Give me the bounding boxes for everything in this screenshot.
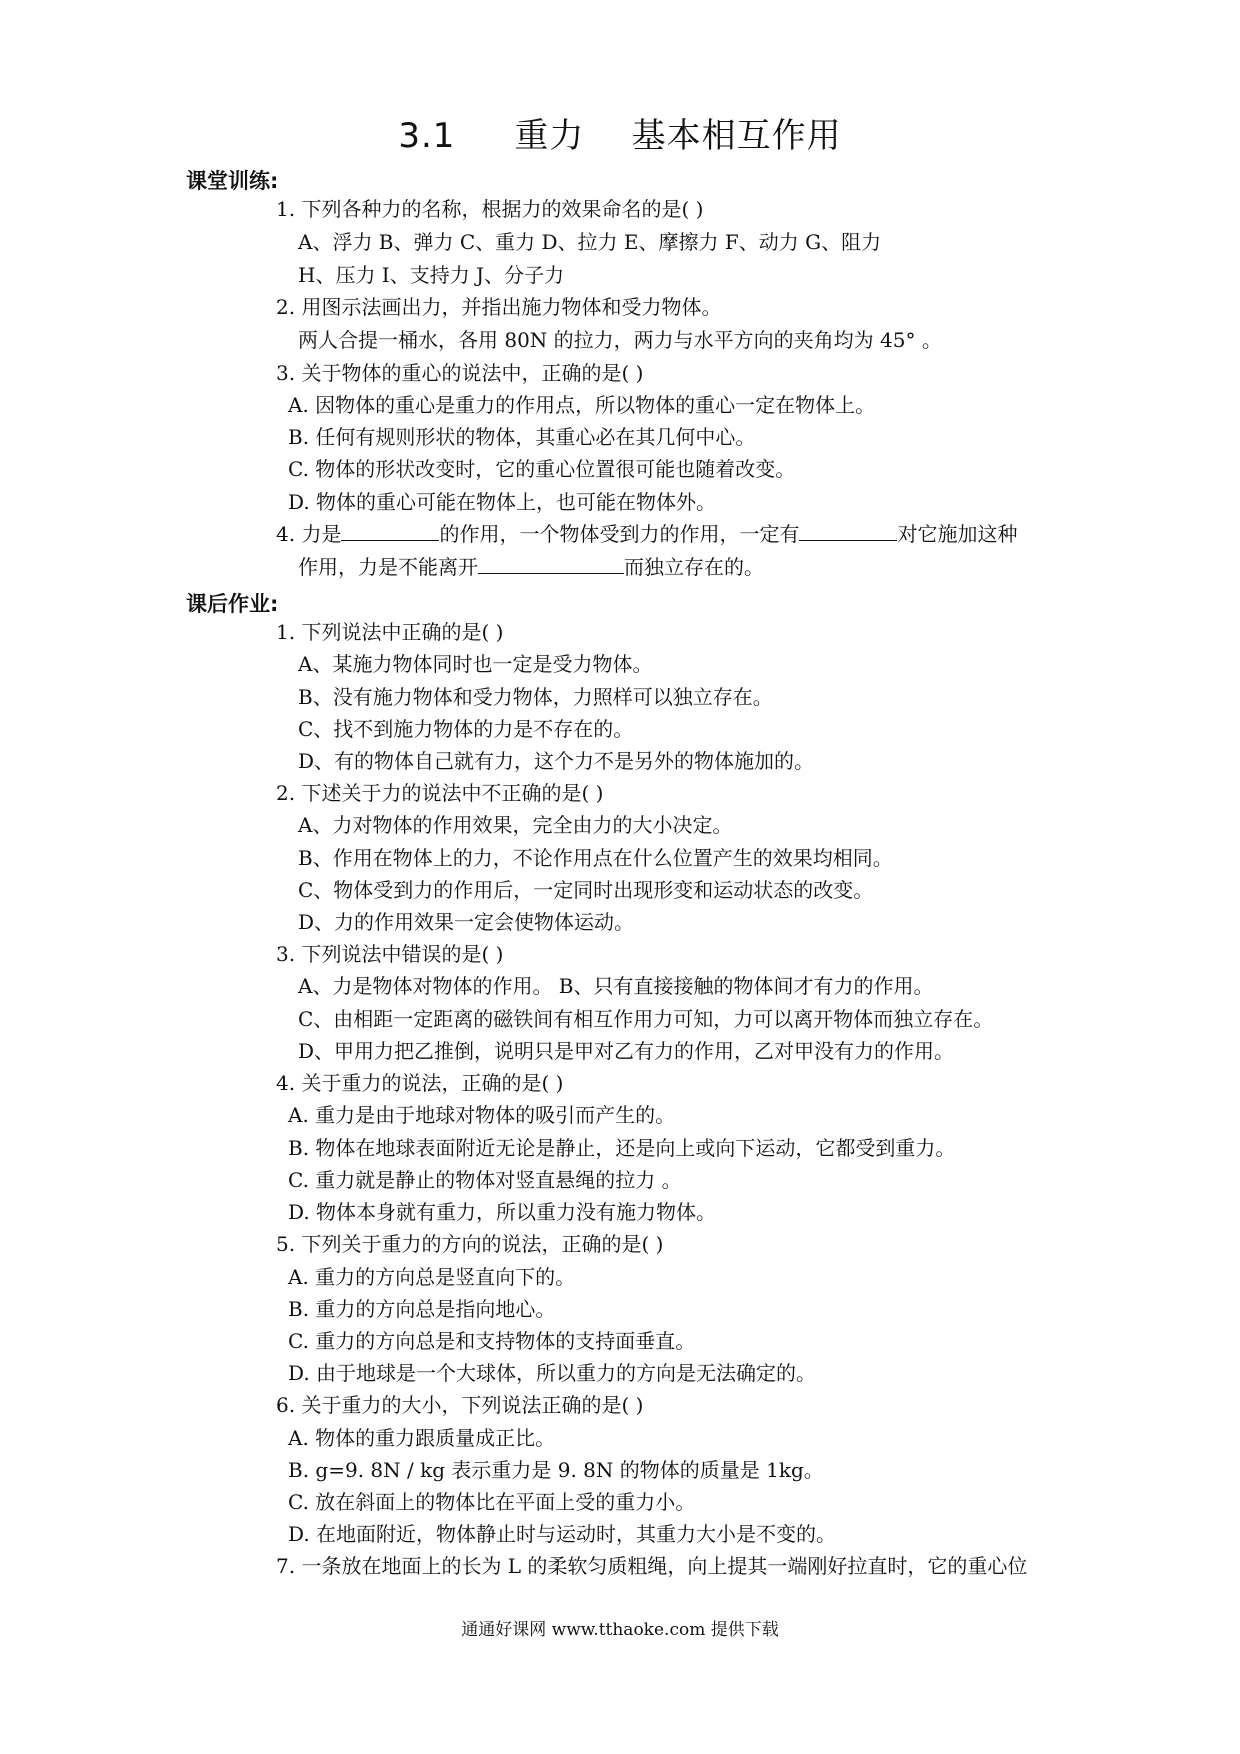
homework-q5-option-b: B. 重力的方向总是指向地心。 <box>288 1297 556 1321</box>
homework-q4-stem: 4. 关于重力的说法，正确的是( ) <box>276 1071 564 1095</box>
homework-q7-stem: 7. 一条放在地面上的长为 L 的柔软匀质粗绳，向上提其一端刚好拉直时，它的重心位 <box>276 1554 1028 1578</box>
homework-q5-option-c: C. 重力的方向总是和支持物体的支持面垂直。 <box>288 1329 696 1353</box>
fill-blank-3[interactable] <box>478 555 624 574</box>
classroom-q3-option-d: D. 物体的重心可能在物体上，也可能在物体外。 <box>288 490 717 514</box>
homework-q2-stem: 2. 下述关于力的说法中不正确的是( ) <box>276 781 604 805</box>
homework-q6-stem: 6. 关于重力的大小，下列说法正确的是( ) <box>276 1393 644 1417</box>
homework-q4-option-b: B. 物体在地球表面附近无论是静止，还是向上或向下运动，它都受到重力。 <box>288 1136 956 1160</box>
classroom-q1-options-row1: A、浮力 B、弹力 C、重力 D、拉力 E、摩擦力 F、动力 G、阻力 <box>298 230 882 254</box>
homework-q6-option-d: D. 在地面附近，物体静止时与运动时，其重力大小是不变的。 <box>288 1522 837 1546</box>
homework-q2-option-d: D、力的作用效果一定会使物体运动。 <box>298 910 635 934</box>
homework-q6-option-a: A. 物体的重力跟质量成正比。 <box>288 1426 556 1450</box>
homework-q5-option-a: A. 重力的方向总是竖直向下的。 <box>288 1265 576 1289</box>
classroom-q3-option-b: B. 任何有规则形状的物体，其重心必在其几何中心。 <box>288 425 756 449</box>
homework-q6-option-b: B. g=9. 8N / kg 表示重力是 9. 8N 的物体的质量是 1kg。 <box>288 1458 824 1482</box>
classroom-q4-part5: 而独立存在的。 <box>624 555 764 579</box>
classroom-q4-part3: 对它施加这种 <box>897 522 1018 546</box>
homework-q5-option-d: D. 由于地球是一个大球体，所以重力的方向是无法确定的。 <box>288 1361 817 1385</box>
homework-q3-stem: 3. 下列说法中错误的是( ) <box>276 942 504 966</box>
homework-q2-option-a: A、力对物体的作用效果，完全由力的大小决定。 <box>298 813 733 837</box>
classroom-q4-part1: 4. 力是 <box>276 522 342 546</box>
classroom-q3-stem: 3. 关于物体的重心的说法中，正确的是( ) <box>276 361 644 385</box>
section-heading-homework: 课后作业: <box>186 592 279 616</box>
homework-q1-stem: 1. 下列说法中正确的是( ) <box>276 620 504 644</box>
homework-q4-option-c: C. 重力就是静止的物体对竖直悬绳的拉力 。 <box>288 1168 682 1192</box>
homework-q3-option-c: C、由相距一定距离的磁铁间有相互作用力可知，力可以离开物体而独立存在。 <box>298 1007 994 1031</box>
homework-q2-option-c: C、物体受到力的作用后，一定同时出现形变和运动状态的改变。 <box>298 878 874 902</box>
homework-q1-option-c: C、找不到施力物体的力是不存在的。 <box>298 717 634 741</box>
classroom-q3-option-c: C. 物体的形状改变时，它的重心位置很可能也随着改变。 <box>288 457 796 481</box>
classroom-q4-part2: 的作用，一个物体受到力的作用，一定有 <box>439 522 800 546</box>
classroom-q4-line2 <box>298 555 764 579</box>
classroom-q4-line1 <box>276 522 1017 546</box>
homework-q4-option-a: A. 重力是由于地球对物体的吸引而产生的。 <box>288 1103 676 1127</box>
classroom-q3-option-a: A. 因物体的重心是重力的作用点，所以物体的重心一定在物体上。 <box>288 393 876 417</box>
homework-q1-option-d: D、有的物体自己就有力，这个力不是另外的物体施加的。 <box>298 749 815 773</box>
homework-q3-option-ab: A、力是物体对物体的作用。 B、只有直接接触的物体间才有力的作用。 <box>298 974 934 998</box>
fill-blank-2[interactable] <box>799 522 897 541</box>
homework-q1-option-a: A、某施力物体同时也一定是受力物体。 <box>298 652 653 676</box>
homework-q5-stem: 5. 下列关于重力的方向的说法，正确的是( ) <box>276 1232 664 1256</box>
classroom-q2-text: 两人合提一桶水，各用 80N 的拉力，两力与水平方向的夹角均为 45° 。 <box>298 328 942 352</box>
classroom-q2-stem: 2. 用图示法画出力，并指出施力物体和受力物体。 <box>276 295 722 319</box>
page-footer: 通通好课网 www.tthaoke.com 提供下载 <box>461 1620 779 1640</box>
fill-blank-1[interactable] <box>341 522 439 541</box>
homework-q3-option-d: D、甲用力把乙推倒，说明只是甲对乙有力的作用，乙对甲没有力的作用。 <box>298 1039 955 1063</box>
homework-q4-option-d: D. 物体本身就有重力，所以重力没有施力物体。 <box>288 1200 717 1224</box>
homework-q2-option-b: B、作用在物体上的力，不论作用点在什么位置产生的效果均相同。 <box>298 846 893 870</box>
page-title: 3.1 重力 基本相互作用 <box>398 116 842 156</box>
homework-q6-option-c: C. 放在斜面上的物体比在平面上受的重力小。 <box>288 1490 696 1514</box>
classroom-q4-part4: 作用，力是不能离开 <box>298 555 478 579</box>
section-heading-classroom: 课堂训练: <box>186 169 279 193</box>
homework-q1-option-b: B、没有施力物体和受力物体，力照样可以独立存在。 <box>298 685 773 709</box>
classroom-q1-options-row2: H、压力 I、支持力 J、分子力 <box>298 263 565 287</box>
classroom-q1-stem: 1. 下列各种力的名称，根据力的效果命名的是( ) <box>276 197 704 221</box>
